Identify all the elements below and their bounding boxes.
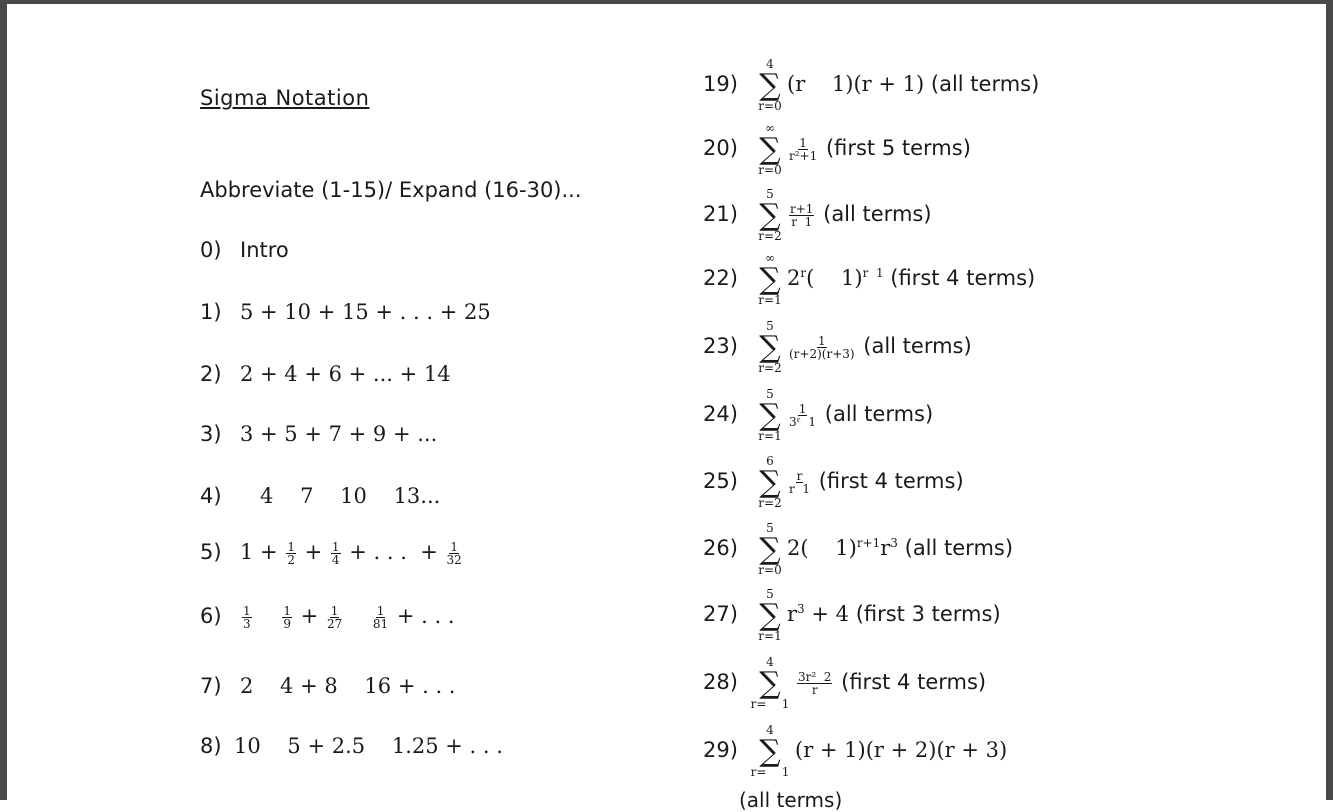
fraction: $\frac{1}{2}$ xyxy=(287,539,295,567)
list-item: 4) 4 7 10 13... xyxy=(200,484,441,508)
sigma-symbol: 4 ∑ r= 1 xyxy=(750,655,790,711)
list-item: 0) Intro xyxy=(200,238,289,262)
list-item: 1) 5 + 10 + 15 + . . . + 25 xyxy=(200,300,491,324)
list-item: 7) 2 4 + 8 16 + . . . xyxy=(200,674,456,698)
list-item: 8) 10 5 + 2.5 1.25 + . . . xyxy=(200,734,503,758)
fraction: $\frac{1}{81}$ xyxy=(372,603,389,631)
overflow-text: (all terms) xyxy=(739,788,843,812)
fraction: $\frac{1}{3}$ xyxy=(243,603,251,631)
sigma-symbol: 5 ∑ r=2 xyxy=(758,187,782,243)
list-item: 5) 1 + $\frac{1}{2}$ + $\frac{1}{4}$ + . . . + $\frac{1}{32}$ xyxy=(200,539,462,567)
page-title: Sigma Notation xyxy=(200,86,370,110)
sigma-symbol: 6 ∑ r=2 xyxy=(758,454,782,510)
sigma-symbol: 4 ∑ r=0 xyxy=(758,57,782,113)
sigma-symbol: 5 ∑ r=1 xyxy=(758,587,782,643)
fraction: $\frac{1}{32}$ xyxy=(446,539,462,567)
sigma-symbol: ∞ ∑ r=1 xyxy=(758,251,782,307)
sigma-symbol: ∞ ∑ r=0 xyxy=(758,121,782,177)
list-item: 3) 3 + 5 + 7 + 9 + ... xyxy=(200,422,438,446)
list-item: 2) 2 + 4 + 6 + ... + 14 xyxy=(200,362,451,386)
sigma-symbol: 5 ∑ r=1 xyxy=(758,387,782,443)
sigma-symbol: 5 ∑ r=2 xyxy=(758,319,782,375)
list-item: 6) $\frac{1}{3}$ $\frac{1}{9}$ + $\frac{1}{27}$ $\frac{1}{81}$ + . . . xyxy=(200,603,455,631)
fraction: $\frac{1}{27}$ xyxy=(326,603,343,631)
sigma-symbol: 5 ∑ r=0 xyxy=(758,521,782,577)
fraction: $\frac{1}{9}$ xyxy=(283,603,291,631)
sigma-symbol: 4 ∑ r= 1 xyxy=(750,723,790,779)
fraction: $\frac{1}{4}$ xyxy=(331,539,340,567)
instructions: Abbreviate (1-15)/ Expand (16-30)... xyxy=(200,178,582,202)
